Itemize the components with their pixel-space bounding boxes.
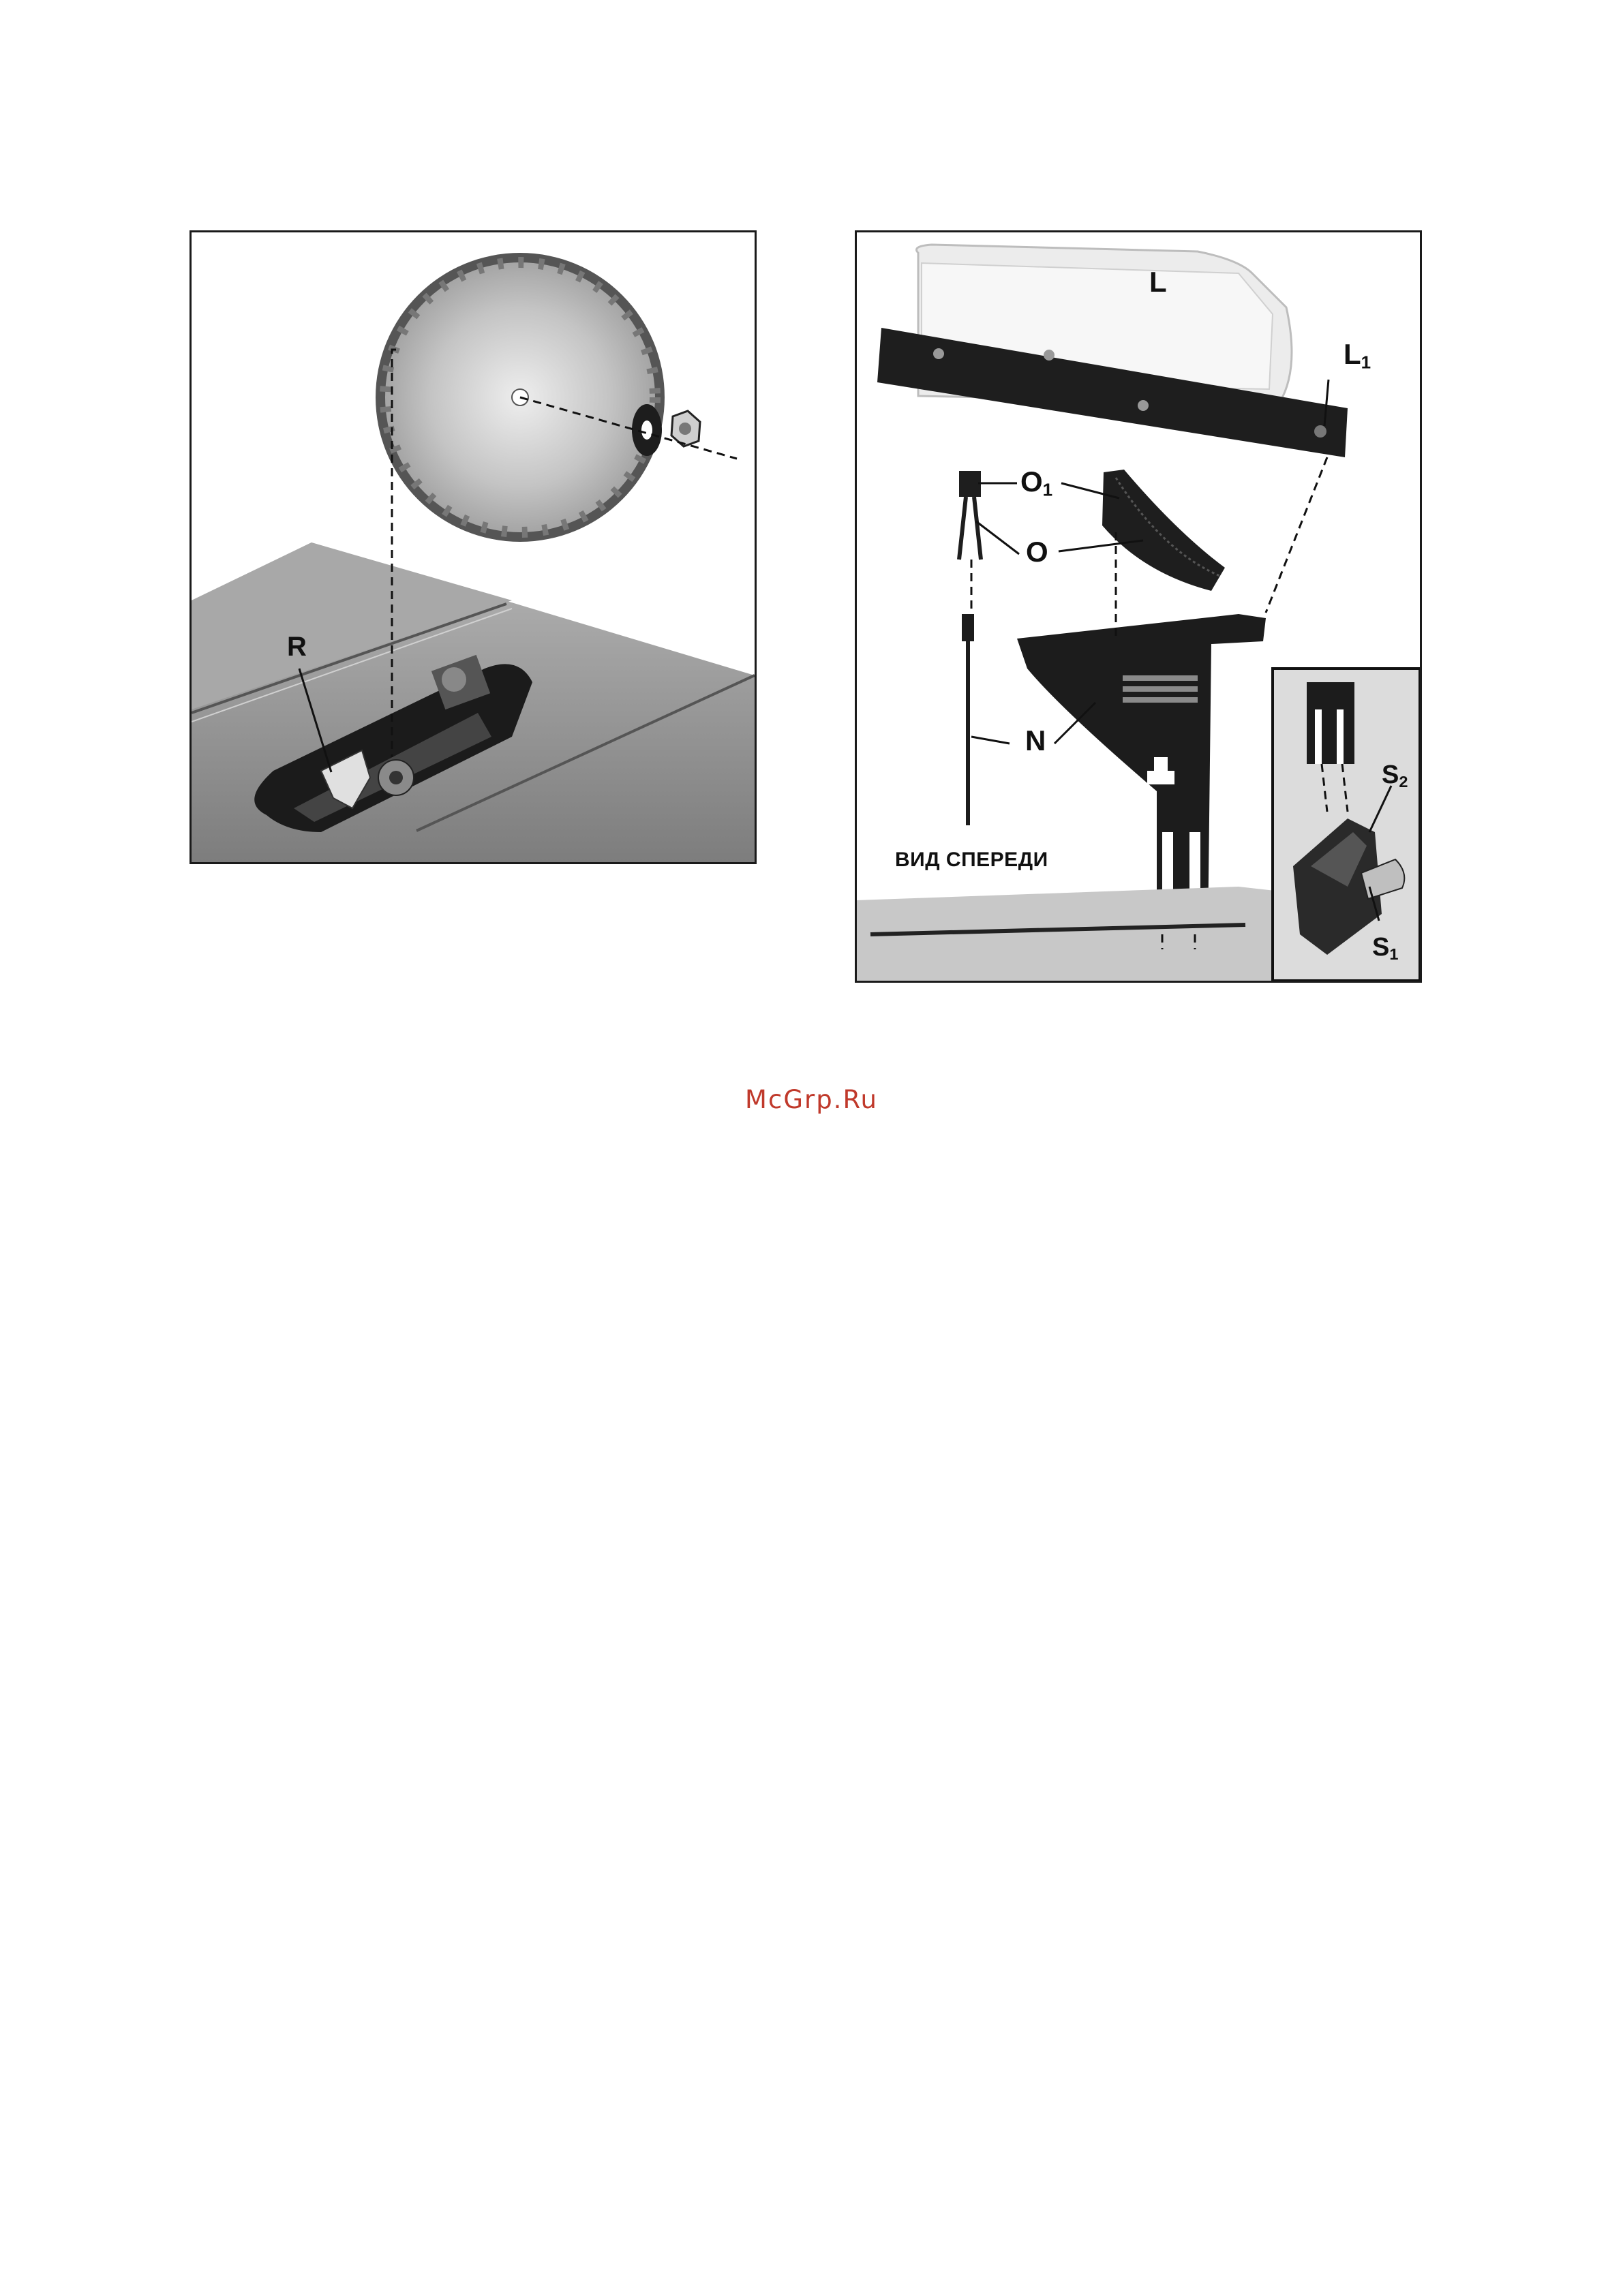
blade-guard [877,245,1348,457]
front-view-knife [962,614,974,825]
front-view-caption: ВИД СПЕРЕДИ [895,848,1048,871]
label-o1: $O_1$ [1020,465,1053,500]
label-s2: $S_2$ [1382,761,1408,791]
anti-kickback-pawls [959,465,1225,591]
label-r: R [287,632,307,662]
label-n: N [1025,724,1046,756]
figure-blade-mounting [189,230,757,864]
blade-flange [632,404,662,456]
blade-mounting-illustration [192,232,755,862]
watermark: McGrp.Ru [745,1085,878,1114]
figure-guard-assembly [855,230,1422,983]
riving-knife [1017,614,1266,934]
label-o: O [1026,536,1048,568]
label-l1: $L_1$ [1344,338,1371,373]
label-s1: $S_1$ [1372,933,1399,963]
label-l: L [1149,266,1167,298]
arbor-nut [671,411,700,446]
